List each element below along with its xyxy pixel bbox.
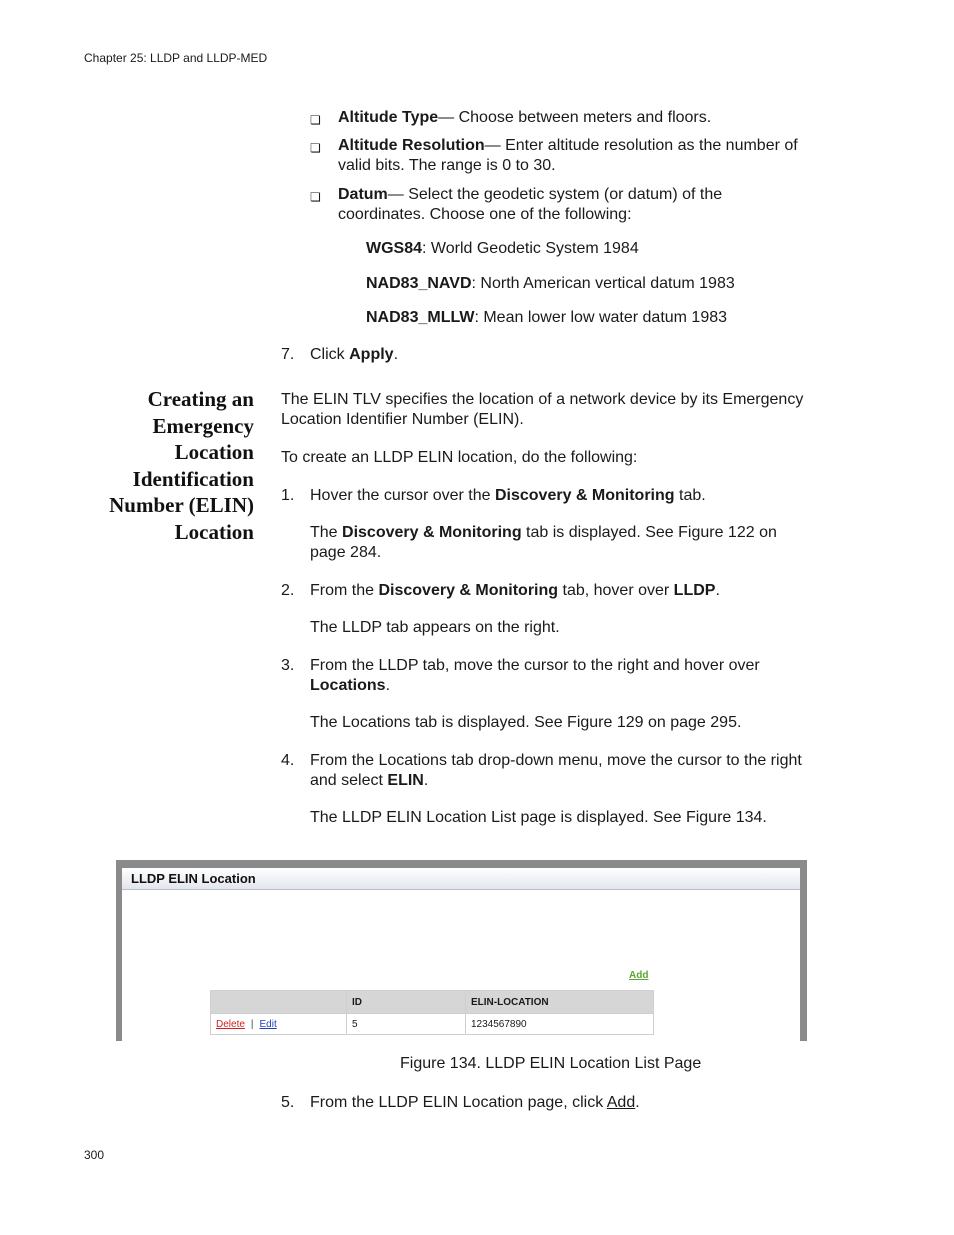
bullet-datum bbox=[338, 185, 722, 225]
step-bold: Locations bbox=[310, 677, 386, 694]
datum-text: : World Geodetic System 1984 bbox=[422, 240, 639, 257]
step-2 bbox=[310, 581, 720, 601]
datum-term: NAD83_NAVD bbox=[366, 275, 472, 292]
step-text: and select bbox=[310, 772, 388, 789]
heading-line: Creating an bbox=[147, 387, 254, 411]
note-bold: Discovery & Monitoring bbox=[342, 524, 522, 541]
step-text: Hover the cursor over the bbox=[310, 487, 495, 504]
datum-text: : Mean lower low water datum 1983 bbox=[474, 309, 728, 326]
datum-text: : North American vertical datum 1983 bbox=[471, 275, 735, 292]
step-bold: Discovery & Monitoring bbox=[378, 582, 559, 599]
intro-line: The ELIN TLV specifies the location of a network device by its Emergency bbox=[281, 391, 804, 408]
step-text: Click bbox=[310, 346, 350, 363]
step-number: 7. bbox=[281, 346, 295, 363]
step-bold: ELIN bbox=[387, 772, 424, 789]
bullet-text: — Choose between meters and floors. bbox=[438, 109, 712, 126]
step-1 bbox=[310, 486, 706, 506]
datum-term: NAD83_MLLW bbox=[366, 309, 475, 326]
column-header-elin-location: ELIN-LOCATION bbox=[466, 991, 654, 1014]
bullet-altitude-type bbox=[338, 108, 711, 128]
step-3-note: The Locations tab is displayed. See Figure 129 on page 295. bbox=[310, 714, 742, 731]
note-text: The bbox=[310, 524, 343, 541]
step-number: 3. bbox=[281, 657, 295, 674]
elin-location-screenshot bbox=[116, 860, 807, 1041]
page-number: 300 bbox=[84, 1148, 105, 1162]
figure-caption: Figure 134. LLDP ELIN Location List Page bbox=[400, 1055, 702, 1072]
bullet-term: Altitude Type bbox=[338, 109, 439, 126]
step-bold: Discovery & Monitoring bbox=[494, 487, 675, 504]
step-text: tab, hover over bbox=[558, 582, 674, 599]
step-4 bbox=[310, 751, 802, 791]
bullet-icon: ❏ bbox=[310, 113, 321, 127]
heading-line: Identification bbox=[132, 466, 254, 491]
bullet-term: Altitude Resolution bbox=[338, 137, 485, 154]
step-number: 4. bbox=[281, 752, 295, 769]
page-header: Chapter 25: LLDP and LLDP-MED bbox=[84, 51, 268, 65]
datum-nad83-mllw bbox=[366, 308, 727, 328]
step-text: tab. bbox=[674, 487, 706, 504]
note-text: tab is displayed. See Figure 122 on bbox=[521, 524, 777, 541]
step-number: 5. bbox=[281, 1094, 295, 1111]
datum-term: WGS84 bbox=[366, 240, 423, 257]
step-7 bbox=[310, 345, 398, 365]
heading-line: Location bbox=[174, 440, 254, 465]
step-bold: LLDP bbox=[673, 582, 716, 599]
add-link[interactable]: Add bbox=[629, 970, 649, 981]
intro-paragraph bbox=[281, 390, 803, 430]
datum-nad83-navd bbox=[366, 274, 735, 294]
delete-link[interactable]: Delete bbox=[216, 1018, 245, 1030]
heading-line: Number (ELIN) bbox=[109, 493, 254, 518]
bullet-icon: ❏ bbox=[310, 190, 321, 204]
step-text: From the LLDP tab, move the cursor to the right and hover over bbox=[310, 657, 760, 674]
panel-title: LLDP ELIN Location bbox=[122, 868, 800, 890]
column-header-id: ID bbox=[347, 991, 466, 1014]
elin-location-table bbox=[210, 990, 654, 1035]
screenshot-panel bbox=[122, 868, 800, 1041]
bullet-text-continued: coordinates. Choose one of the following: bbox=[338, 206, 632, 223]
intro-instruction: To create an LLDP ELIN location, do the following: bbox=[281, 449, 638, 466]
step-bold: Apply bbox=[349, 346, 394, 363]
bullet-altitude-resolution bbox=[338, 136, 798, 176]
bullet-term: Datum bbox=[338, 186, 388, 203]
bullet-text: — Select the geodetic system (or datum) of the bbox=[387, 186, 723, 203]
step-text: . bbox=[635, 1094, 640, 1111]
bullet-text-continued: valid bits. The range is 0 to 30. bbox=[338, 157, 556, 174]
step-text: . bbox=[393, 346, 399, 363]
step-text: . bbox=[423, 772, 429, 789]
add-link-reference: Add bbox=[606, 1094, 636, 1111]
step-text: . bbox=[715, 582, 720, 599]
intro-line: Location Identifier Number (ELIN). bbox=[281, 411, 524, 428]
step-text: From the LLDP ELIN Location page, click bbox=[310, 1094, 607, 1111]
heading-line: Emergency bbox=[152, 413, 254, 438]
row-actions bbox=[211, 1014, 347, 1035]
step-3 bbox=[310, 656, 760, 696]
table-row bbox=[211, 1014, 654, 1035]
cell-elin-location: 1234567890 bbox=[466, 1014, 654, 1035]
datum-wgs84 bbox=[366, 239, 639, 259]
column-header-actions bbox=[211, 991, 347, 1014]
heading-line: Location bbox=[174, 519, 254, 544]
table-header-row bbox=[211, 991, 654, 1014]
step-text: From the Locations tab drop-down menu, move the cursor to the right bbox=[310, 752, 802, 769]
step-text: From the bbox=[310, 582, 379, 599]
step-5 bbox=[310, 1093, 640, 1113]
step-text: . bbox=[385, 677, 391, 694]
cell-id: 5 bbox=[347, 1014, 466, 1035]
section-heading bbox=[90, 386, 254, 546]
step-number: 1. bbox=[281, 487, 295, 504]
step-2-note: The LLDP tab appears on the right. bbox=[310, 619, 560, 636]
step-4-note: The LLDP ELIN Location List page is displayed. See Figure 134. bbox=[310, 809, 767, 826]
step-1-note bbox=[310, 523, 777, 563]
bullet-icon: ❏ bbox=[310, 141, 321, 155]
edit-link[interactable]: Edit bbox=[259, 1018, 277, 1030]
link-separator: | bbox=[250, 1018, 254, 1030]
note-text: page 284. bbox=[310, 544, 382, 561]
bullet-text: — Enter altitude resolution as the number of bbox=[484, 137, 798, 154]
step-number: 2. bbox=[281, 582, 295, 599]
